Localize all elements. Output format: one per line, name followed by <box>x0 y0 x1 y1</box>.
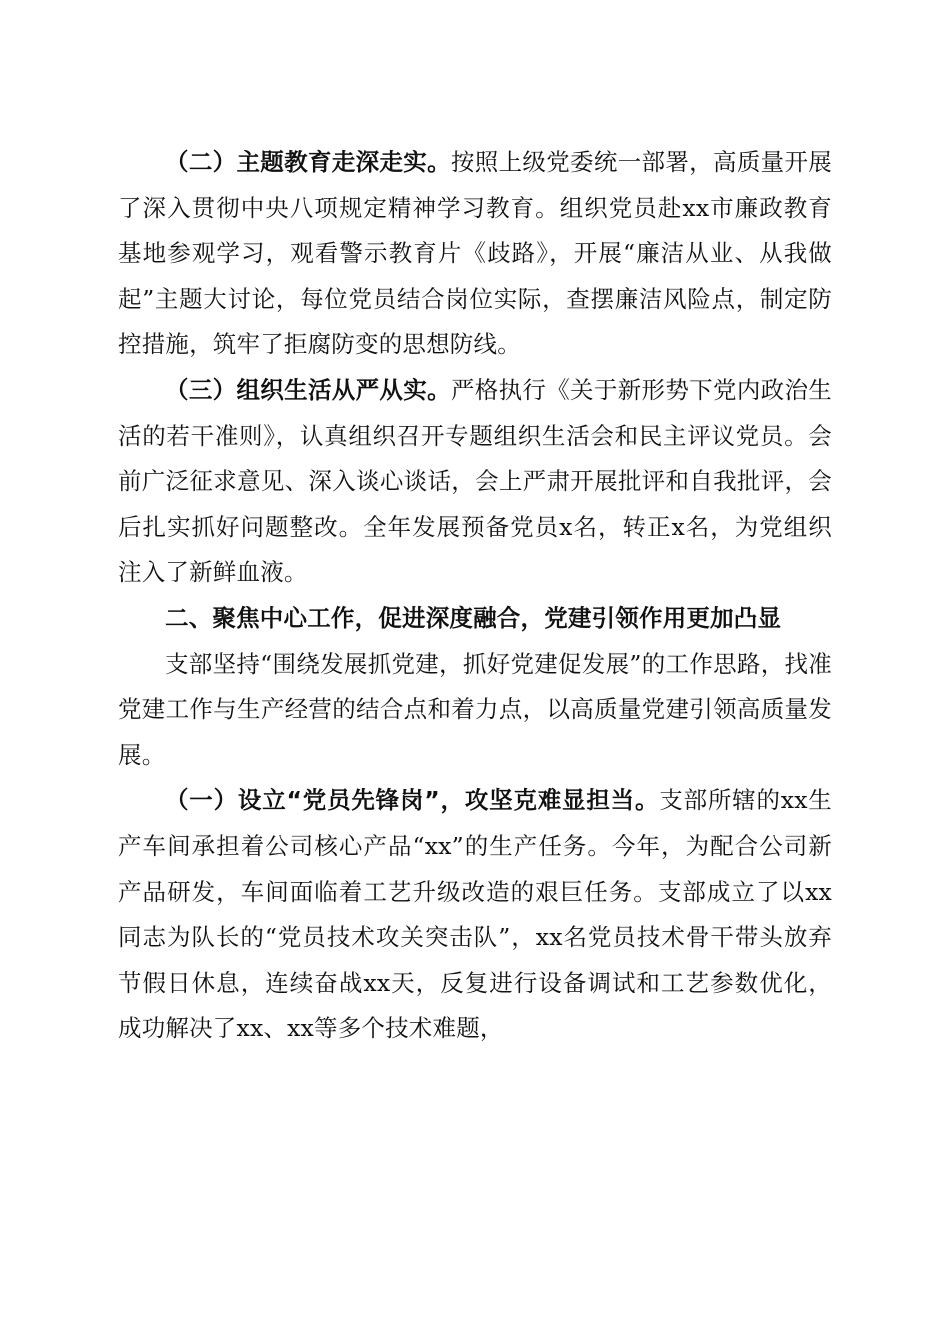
paragraph-text: 支部所辖的xx生产车间承担着公司核心产品“xx”的生产任务。今年，为配合公司新产品研发，车间面临着工艺升级改造的艰巨任务。支部成立了以xx同志为队长的“党员技术攻关突击队”，xx名党员技术骨干带头放弃节假日休息，连续奋战xx天，反复进行设备调试和工艺参数优化，成功解决了xx、xx等多个技术难题， <box>118 786 832 1043</box>
paragraph-lead: （二）主题教育走深走实。 <box>165 148 451 176</box>
paragraph-intro: 支部坚持“围绕发展抓党建，抓好党建促发展”的工作思路，找准党建工作与生产经营的结合点和着力点，以高质量党建引领高质量发展。 <box>118 649 832 769</box>
document-body <box>118 140 832 1052</box>
paragraph-organization-life <box>118 368 832 596</box>
paragraph-pioneer-post <box>118 778 832 1052</box>
paragraph-text: 严格执行《关于新形势下党内政治生活的若干准则》，认真组织召开专题组织生活会和民主评议党员。会前广泛征求意见、深入谈心谈话，会上严肃开展批评和自我批评，会后扎实抓好问题整改。全年发展预备党员x名，转正x名，为党组织注入了新鲜血液。 <box>118 375 833 587</box>
paragraph-text: 按照上级党委统一部署，高质量开展了深入贯彻中央八项规定精神学习教育。组织党员赴xx市廉政教育基地参观学习，观看警示教育片《歧路》，开展“廉洁从业、从我做起”主题大讨论，每位党员结合岗位实际，查摆廉洁风险点，制定防控措施，筑牢了拒腐防变的思想防线。 <box>118 148 833 359</box>
paragraph-lead: （一）设立“党员先锋岗”，攻坚克难显担当。 <box>165 786 660 815</box>
paragraph-lead: （三）组织生活从严从实。 <box>165 375 451 404</box>
paragraph-theme-education <box>118 140 832 368</box>
section-heading: 二、聚焦中心工作，促进深度融合，党建引领作用更加凸显 <box>165 603 782 632</box>
